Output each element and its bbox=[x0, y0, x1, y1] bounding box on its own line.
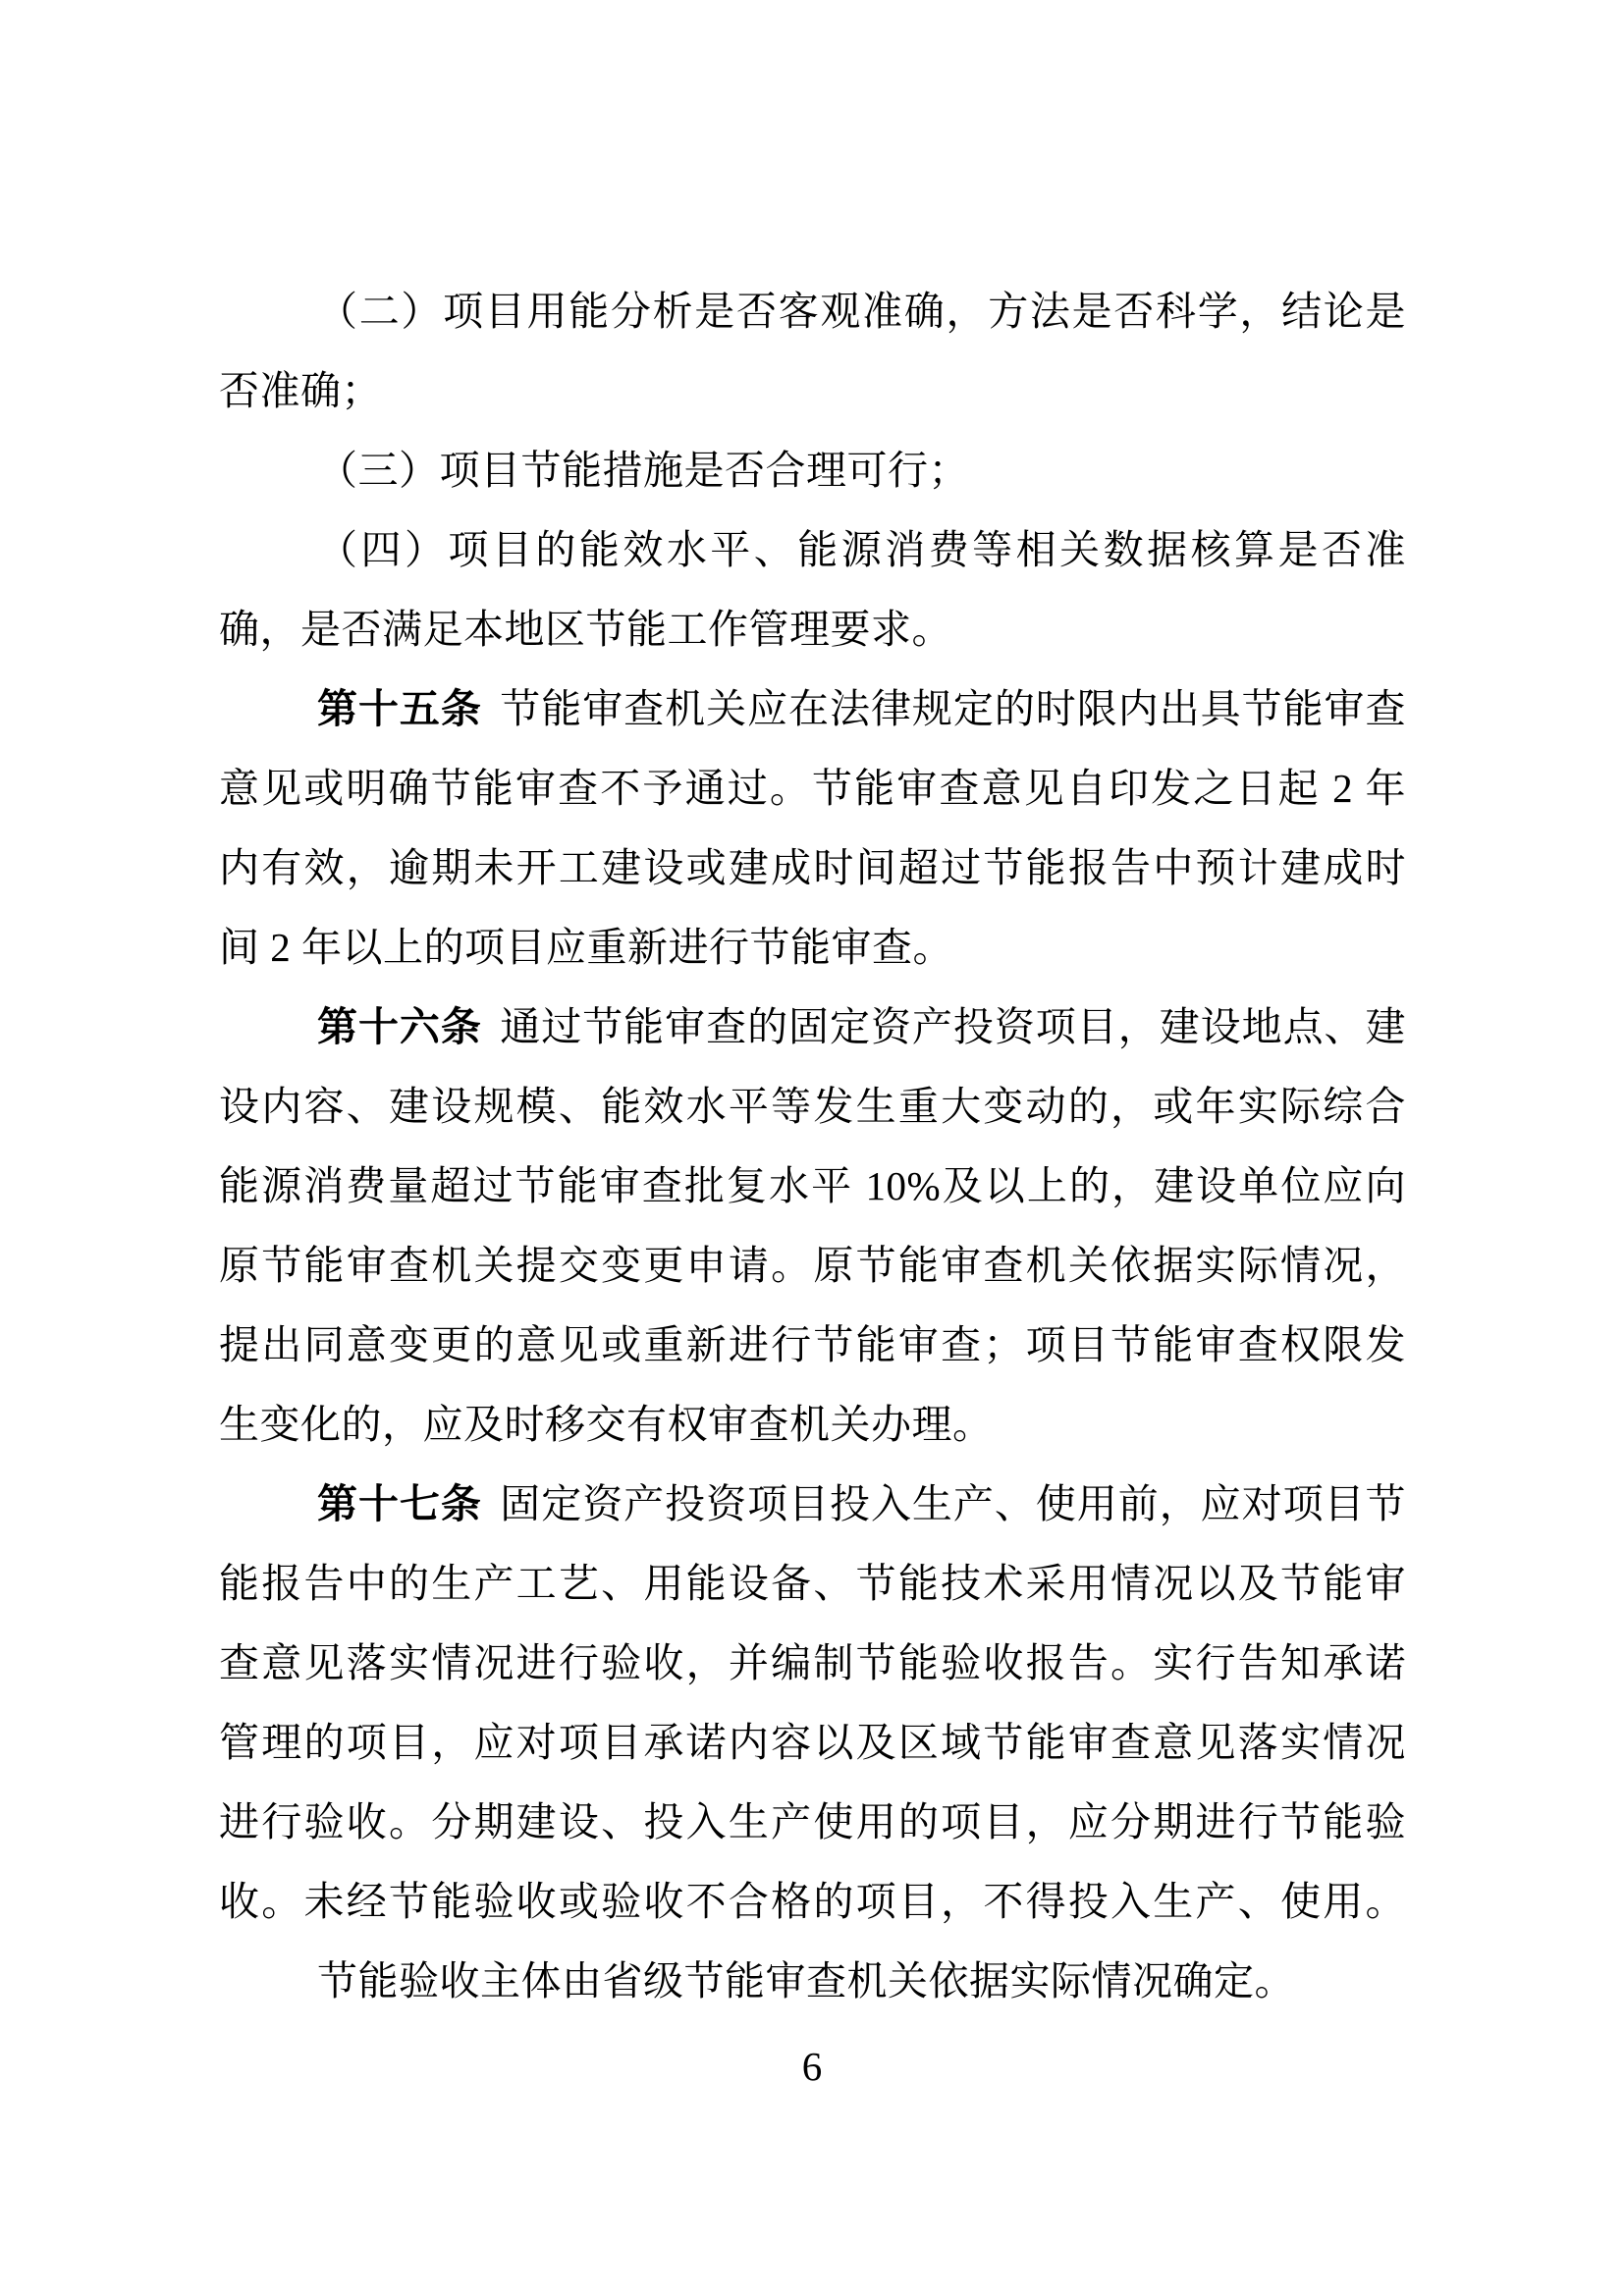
text-line bbox=[219, 1624, 1406, 1703]
line-text: 否准确； bbox=[219, 368, 382, 413]
text-line bbox=[219, 351, 1406, 431]
text-line bbox=[219, 272, 1406, 351]
line-text: 内有效，逾期未开工建设或建成时间超过节能报告中预计建成时 bbox=[219, 845, 1406, 890]
line-text: （三）项目节能措施是否合理可行； bbox=[317, 448, 969, 493]
line-text: 能报告中的生产工艺、用能设备、节能技术采用情况以及节能审 bbox=[219, 1561, 1406, 1606]
text-line bbox=[219, 749, 1406, 828]
article-number-bold: 第十七条 bbox=[317, 1481, 482, 1526]
text-line bbox=[219, 1544, 1406, 1624]
text-line bbox=[219, 1226, 1406, 1306]
line-text: 固定资产投资项目投入生产、使用前，应对项目节 bbox=[500, 1481, 1407, 1526]
text-line bbox=[219, 1147, 1406, 1226]
line-text: 间 2 年以上的项目应重新进行节能审查。 bbox=[219, 925, 953, 970]
line-text: 节能审查机关应在法律规定的时限内出具节能审查 bbox=[500, 686, 1407, 731]
line-text: 收。未经节能验收或验收不合格的项目，不得投入生产、使用。 bbox=[219, 1879, 1406, 1924]
text-line bbox=[219, 1862, 1406, 1942]
text-line bbox=[219, 1783, 1406, 1862]
text-line bbox=[219, 988, 1406, 1067]
text-line bbox=[219, 1703, 1406, 1783]
article-number-bold: 第十五条 bbox=[317, 686, 482, 731]
line-text: （四）项目的能效水平、能源消费等相关数据核算是否准 bbox=[317, 527, 1406, 572]
text-line bbox=[219, 1306, 1406, 1385]
line-text: 设内容、建设规模、能效水平等发生重大变动的，或年实际综合 bbox=[219, 1084, 1406, 1129]
text-line bbox=[219, 828, 1406, 908]
text-line bbox=[219, 590, 1406, 669]
line-text: 能源消费量超过节能审查批复水平 10%及以上的，建设单位应向 bbox=[219, 1163, 1406, 1208]
text-line bbox=[219, 1067, 1406, 1147]
text-line bbox=[219, 908, 1406, 988]
text-line bbox=[219, 431, 1406, 510]
line-text: 节能验收主体由省级节能审查机关依据实际情况确定。 bbox=[317, 1958, 1295, 2003]
line-text: （二）项目用能分析是否客观准确，方法是否科学，结论是 bbox=[317, 289, 1406, 334]
line-text: 生变化的，应及时移交有权审查机关办理。 bbox=[219, 1402, 994, 1447]
line-text: 查意见落实情况进行验收，并编制节能验收报告。实行告知承诺 bbox=[219, 1640, 1406, 1685]
text-line bbox=[219, 1942, 1406, 2021]
line-text: 意见或明确节能审查不予通过。节能审查意见自印发之日起 2 年 bbox=[219, 766, 1406, 811]
line-text: 管理的项目，应对项目承诺内容以及区域节能审查意见落实情况 bbox=[219, 1720, 1406, 1765]
line-text: 通过节能审查的固定资产投资项目，建设地点、建 bbox=[500, 1004, 1407, 1049]
line-text: 进行验收。分期建设、投入生产使用的项目，应分期进行节能验 bbox=[219, 1799, 1406, 1844]
text-line bbox=[219, 510, 1406, 590]
text-line bbox=[219, 669, 1406, 749]
line-text: 提出同意变更的意见或重新进行节能审查；项目节能审查权限发 bbox=[219, 1322, 1406, 1367]
line-text: 确，是否满足本地区节能工作管理要求。 bbox=[219, 607, 952, 652]
line-text: 原节能审查机关提交变更申请。原节能审查机关依据实际情况， bbox=[219, 1243, 1406, 1288]
page-number: 6 bbox=[801, 2044, 823, 2089]
article-number-bold: 第十六条 bbox=[317, 1004, 482, 1049]
text-line bbox=[219, 1465, 1406, 1544]
text-line bbox=[219, 1385, 1406, 1465]
text-block bbox=[219, 272, 1406, 2021]
